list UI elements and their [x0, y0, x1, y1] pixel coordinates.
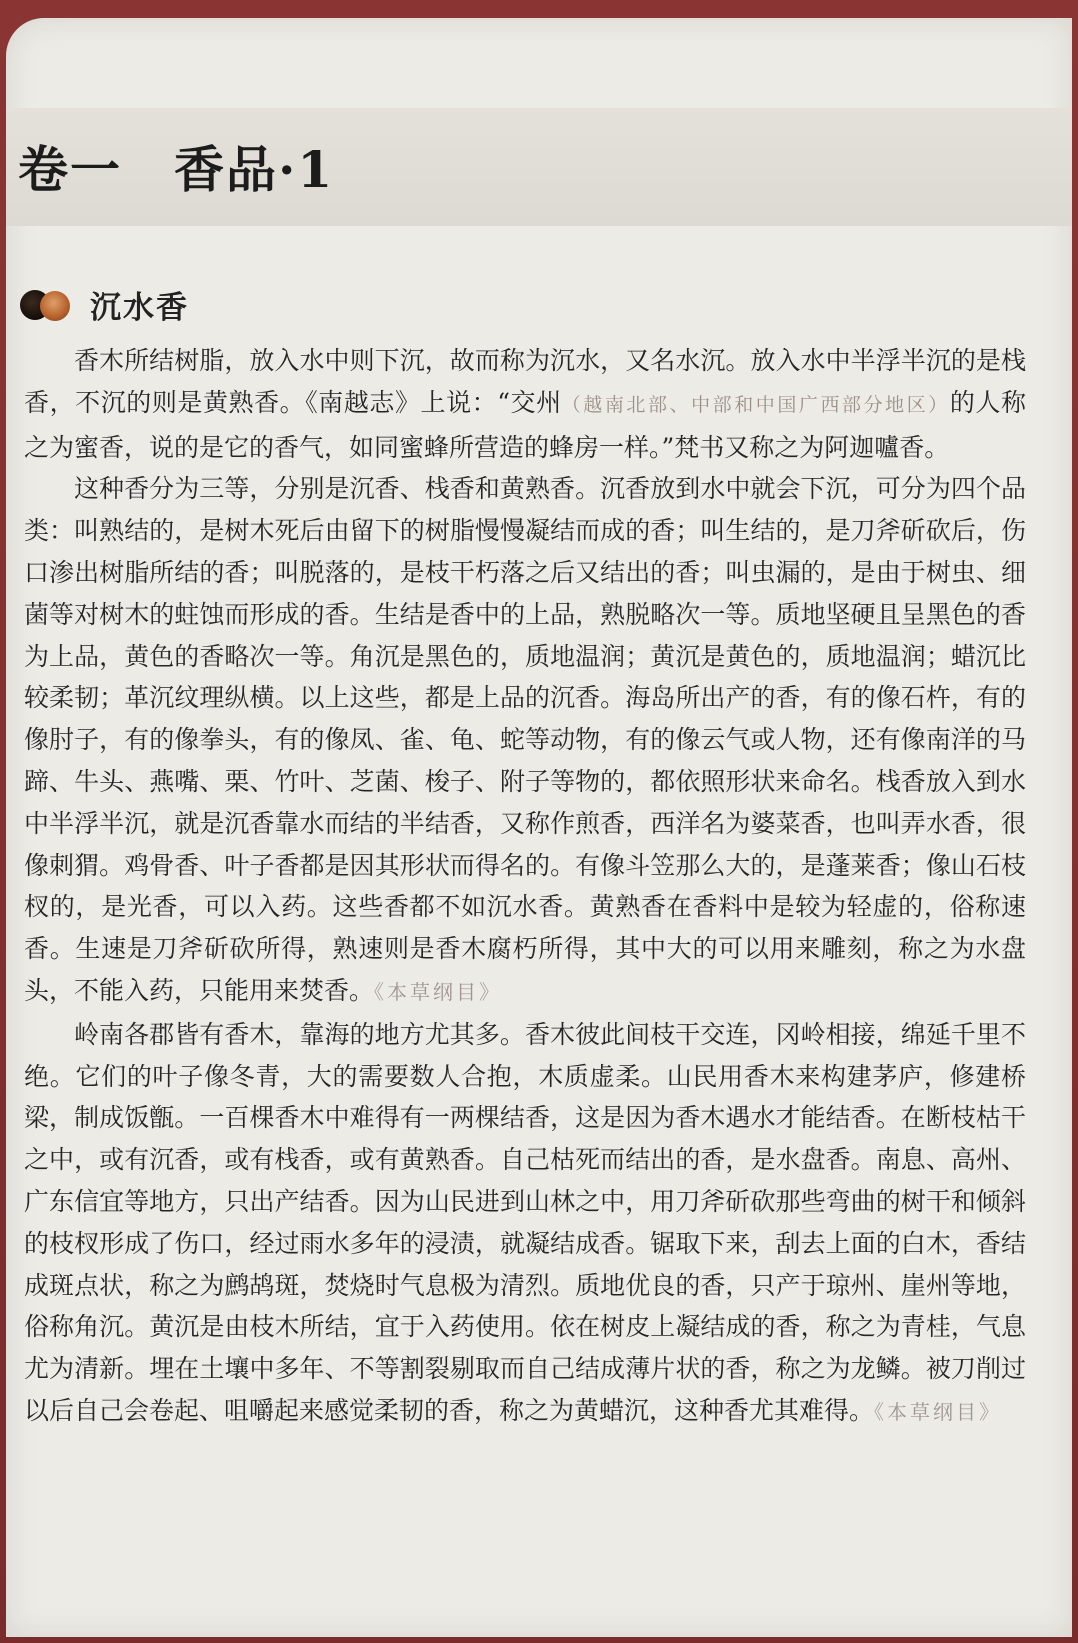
- double-dot-bullet-icon: [20, 286, 76, 322]
- paragraph-text: 这种香分为三等，分别是沉香、栈香和黄熟香。沉香放到水中就会下沉，可分为四个品类：叫熟结的，是树木死后由留下的树脂慢慢凝结而成的香；叫生结的，是刀斧斫砍后，伤口渗出树脂所结的香；叫脱落的，是枝干朽落之后又结出的香；叫虫漏的，是由于树虫、细菌等对树木的蛀蚀而形成的香。生结是香中的上品，熟脱略次一等。质地坚硬且呈黑色的香为上品，黄色的香略次一等。角沉是黑色的，质地温润；黄沉是黄色的，质地温润；蜡沉比较柔韧；革沉纹理纵横。以上这些，都是上品的沉香。海岛所出产的香，有的像石杵，有的像肘子，有的像拳头，有的像凤、雀、龟、蛇等动物，有的像云气或人物，还有像南洋的马蹄、牛头、燕嘴、栗、竹叶、芝菌、梭子、附子等物的，都依照形状来命名。栈香放入到水中半浮半沉，就是沉香靠水而结的半结香，又称作煎香，西洋名为婆菜香，也叫弄水香，很像刺猬。鸡骨香、叶子香都是因其形状而得名的。有像斗笠那么大的，是蓬莱香；像山石枝杈的，是光香，可以入药。这些香都不如沉水香。黄熟香在香料中是较为轻虚的，俗称速香。生速是刀斧斫砍所得，熟速则是香木腐朽所得，其中大的可以用来雕刻，称之为水盘头，不能入药，只能用来焚香。: [24, 474, 1026, 1005]
- paragraph: [24, 340, 1026, 468]
- paragraph: [24, 468, 1026, 1013]
- paragraph: [24, 1014, 1026, 1434]
- paragraph-text: 的人称之为蜜香，说的是它的香气，如同蜜蜂所营造的蜂房一样。”梵书又称之为阿迦嚧香。: [24, 387, 1026, 462]
- source-citation: 《本草纲目》: [874, 1399, 1003, 1424]
- book-page: [6, 18, 1072, 1637]
- section-heading: [20, 280, 189, 328]
- chapter-title: 卷一 香品·1: [18, 140, 335, 199]
- paragraph-text: 岭南各郡皆有香木，靠海的地方尤其多。香木彼此间枝干交连，冈岭相接，绵延千里不绝。它们的叶子像冬青，大的需要数人合抱，木质虚柔。山民用香木来构建茅庐，修建桥梁，制成饭甑。一百棵香木中难得有一两棵结香，这是因为香木遇水才能结香。在断枝枯干之中，或有沉香，或有栈香，或有黄熟香。自己枯死而结出的香，是水盘香。南息、高州、广东信宜等地方，只出产结香。因为山民进到山林之中，用刀斧斫砍那些弯曲的树干和倾斜的枝杈形成了伤口，经过雨水多年的浸渍，就凝结成香。锯取下来，刮去上面的白木，香结成斑点状，称之为鹧鸪斑，焚烧时气息极为清烈。质地优良的香，只产于琼州、崖州等地，俗称角沉。黄沉是由枝木所结，宜于入药使用。依在树皮上凝结成的香，称之为青桂，气息尤为清新。埋在土壤中多年、不等割裂剔取而自己结成薄片状的香，称之为龙鳞。被刀削过以后自己会卷起、咀嚼起来感觉柔韧的香，称之为黄蜡沉，这种香尤其难得。: [24, 1019, 1026, 1425]
- paragraph-text: 香木所结树脂，放入水中则下沉，故而称为沉水，又名水沉。放入水中半浮半沉的是栈香，不沉的则是黄熟香。《南越志》上说：“交州: [24, 346, 1026, 417]
- body-text: [24, 340, 1026, 1434]
- source-citation: 《本草纲目》: [374, 979, 503, 1004]
- geographic-note: （越南北部、中部和中国广西部分地区）: [561, 393, 950, 416]
- section-title: 沉水香: [90, 289, 189, 326]
